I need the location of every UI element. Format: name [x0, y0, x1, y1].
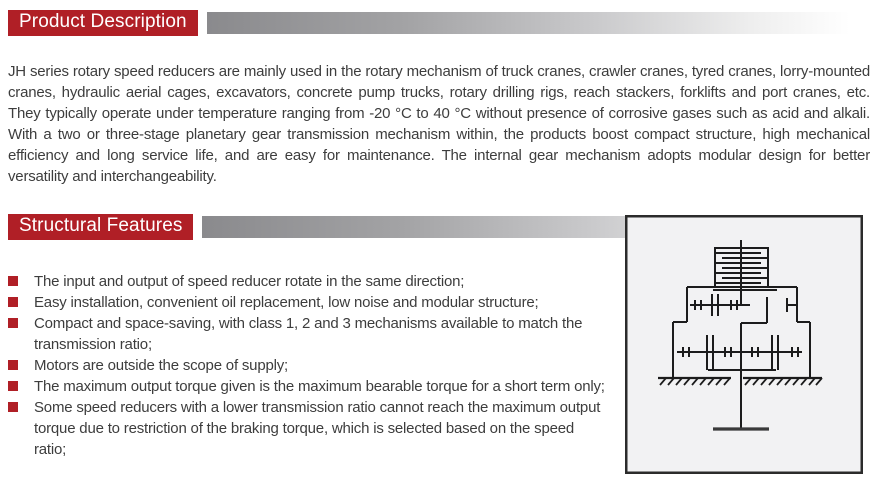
- feature-text: Motors are outside the scope of supply;: [34, 357, 289, 374]
- feature-text: The maximum output torque given is the maximum bearable torque for a short term only;: [34, 378, 605, 395]
- section-title-product-description: Product Description: [8, 10, 198, 36]
- square-bullet-icon: [8, 297, 18, 307]
- square-bullet-icon: [8, 318, 18, 328]
- square-bullet-icon: [8, 381, 18, 391]
- feature-text: Compact and space-saving, with class 1, 2 and 3 mechanisms available to match the transmission ratio;: [34, 315, 583, 353]
- feature-text: Some speed reducers with a lower transmission ratio cannot reach the maximum output torque due to restriction of the braking torque, which is selected based on the speed ratio;: [34, 399, 601, 458]
- section-header-product-description: [8, 0, 870, 36]
- feature-item: [8, 355, 610, 376]
- feature-item: [8, 397, 610, 460]
- square-bullet-icon: [8, 276, 18, 286]
- planetary-gear-diagram: [625, 215, 863, 474]
- diagram-frame: [626, 216, 862, 473]
- product-description-paragraph: JH series rotary speed reducers are mainly used in the rotary mechanism of truck cranes, crawler cranes, tyred cranes, lorry-mounted cranes, hydraulic aerial cages, excavators, concrete pump trucks, rotary drilling rigs, reach stackers, forklifts and port cranes, etc. They typically operate under temperature ranging from -20 °C to 40 °C without presence of corrosive gases such as acid and alkali. With a two or three-stage planetary gear transmission mechanism within, the products boost compact structure, high mechanical efficiency and long service life, and are easy for maintenance. The internal gear mechanism adopts modular design for better versatility and interchangeability.: [8, 63, 870, 185]
- feature-item: [8, 376, 610, 397]
- feature-item: [8, 292, 610, 313]
- section-title-structural-features: Structural Features: [8, 214, 193, 240]
- feature-item: [8, 313, 610, 355]
- square-bullet-icon: [8, 360, 18, 370]
- structural-features-list: [8, 271, 610, 460]
- feature-text: Easy installation, convenient oil replacement, low noise and modular structure;: [34, 294, 539, 311]
- feature-text: The input and output of speed reducer rotate in the same direction;: [34, 273, 465, 290]
- square-bullet-icon: [8, 402, 18, 412]
- brake-disc-stack: [713, 247, 777, 290]
- planetary-gear-schematic-svg: [625, 215, 863, 474]
- feature-item: [8, 271, 610, 292]
- header-gradient-bar: [207, 12, 870, 34]
